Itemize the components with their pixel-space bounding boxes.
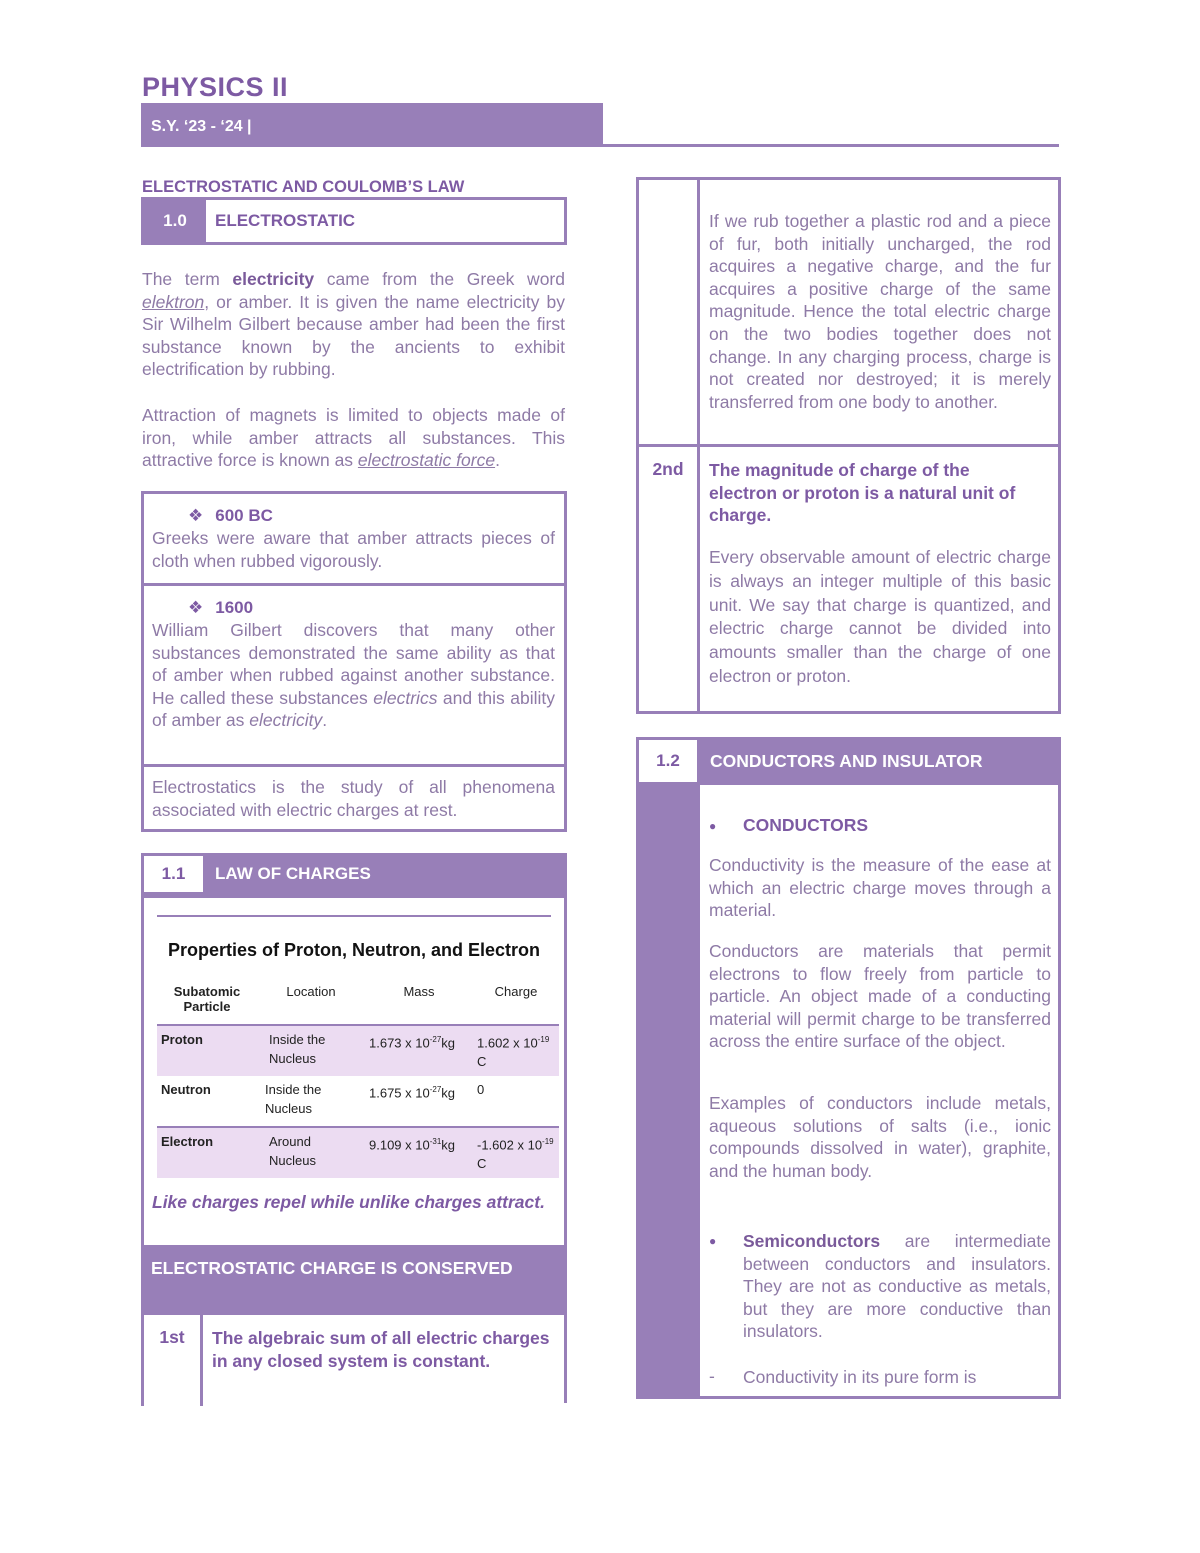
charge-exponent: -19 xyxy=(537,1035,550,1044)
particle-cell: Electron xyxy=(157,1127,257,1178)
bullet-icon: ● xyxy=(709,819,717,833)
column-header: Charge xyxy=(494,984,538,999)
year-label: 600 BC xyxy=(215,506,273,525)
conductors-box xyxy=(636,737,1061,1399)
location-cell: Around Nucleus xyxy=(257,1127,365,1178)
bullet-icon: ● xyxy=(709,1234,717,1248)
semiconductors-text xyxy=(743,1230,1051,1343)
table-title: Properties of Proton, Neutron, and Electron xyxy=(167,940,541,960)
charge-cell xyxy=(473,1076,559,1127)
charge-cell xyxy=(473,1025,559,1076)
section-label: LAW OF CHARGES xyxy=(203,853,567,895)
section-number: 1.0 xyxy=(144,200,206,242)
timeline-year xyxy=(152,597,555,619)
second-law-title: The magnitude of charge of the electron or proton is a natural unit of charge. xyxy=(709,460,1016,526)
timeline-entry-1600 xyxy=(144,586,564,767)
chapter-title: ELECTROSTATIC AND COULOMB’S LAW xyxy=(142,178,465,196)
mass-cell xyxy=(365,1127,473,1178)
charge-unit: C xyxy=(477,1054,487,1070)
mass-exponent: -27 xyxy=(429,1085,442,1094)
charge-exponent: -19 xyxy=(542,1137,554,1146)
timeline-year xyxy=(152,505,555,527)
law-text: The algebraic sum of all electric charges in any closed system is constant. xyxy=(212,1328,550,1371)
text-run: William Gilbert discovers that many other substances demonstrated the same ability as that of amber when rubbed against another substance. He called these substances xyxy=(152,620,555,708)
row-divider xyxy=(639,444,1058,447)
table-row xyxy=(157,1127,559,1178)
timeline-text xyxy=(152,619,555,732)
mass-cell xyxy=(365,1025,473,1076)
mass-base: 9.109 x 10 xyxy=(369,1137,430,1153)
particle-cell: Neutron xyxy=(161,1082,211,1097)
text-run: . xyxy=(322,710,328,731)
text-run: and this ability of amber as xyxy=(152,687,555,731)
charge-base: -1.602 x 10 xyxy=(477,1137,543,1153)
mass-exponent: -31 xyxy=(429,1137,442,1146)
column-header: Mass xyxy=(403,984,435,999)
text-run: , or amber. It is given the name electricity by Sir Wilhelm Gilbert because amber had been the first substance known by the ancients to exhibit electrification by rubbing. xyxy=(142,291,565,380)
particle-cell: Proton xyxy=(157,1025,257,1076)
timeline-box xyxy=(141,491,567,832)
charge-base: 1.602 x 10 xyxy=(477,1035,538,1051)
section-1-2-header xyxy=(639,740,1058,785)
year-label: 1600 xyxy=(215,598,254,617)
section-number: 1.1 xyxy=(141,853,203,895)
timeline-entry-600bc xyxy=(144,494,564,586)
charge-base: 0 xyxy=(477,1082,485,1097)
term-elektron: elektron xyxy=(142,291,205,312)
law-number: 1st xyxy=(141,1315,203,1406)
diamond-bullet-icon: ❖ xyxy=(188,598,204,617)
mass-base: 1.675 x 10 xyxy=(369,1085,430,1101)
section-1-0-header xyxy=(141,197,567,245)
section-label: ELECTROSTATIC xyxy=(215,211,356,230)
text-run: Attraction of magnets is limited to objects made of iron, while amber attracts all substances. This attractive force is known as xyxy=(142,405,565,471)
text-run: came from the Greek word xyxy=(314,269,565,289)
electricity-paragraph xyxy=(142,268,565,381)
table-row xyxy=(157,1076,559,1127)
dash-text: Conductivity in its pure form is xyxy=(743,1367,977,1387)
heading-text: ELECTROSTATIC CHARGE IS CONSERVED xyxy=(151,1258,513,1278)
mass-cell xyxy=(365,1076,473,1127)
diamond-bullet-icon: ❖ xyxy=(188,506,204,525)
header-rule xyxy=(603,144,1059,147)
term-semiconductors: Semiconductors xyxy=(743,1231,881,1251)
magnet-paragraph xyxy=(142,404,565,472)
dash-marker: - xyxy=(709,1366,715,1386)
conductors-paragraph: Conductors are materials that permit electrons to flow freely from particle to particle. An object made of a conducting material will permit charge to be transferred across the entire surface of the object. xyxy=(709,941,1051,1052)
law-continuation-table xyxy=(636,177,1061,714)
conductors-heading xyxy=(709,815,906,836)
table-row xyxy=(157,1025,559,1076)
charge-unit: C xyxy=(477,1156,487,1172)
school-year: S.Y. ‘23 - ‘24 | xyxy=(151,118,252,135)
dash-item xyxy=(709,1366,1051,1389)
section-1-1-header xyxy=(141,853,567,898)
text-run: are intermediate between conductors and insulators. They are not as conductive as metals, but they are more conductive than insulators. xyxy=(743,1231,1051,1342)
term-electricity: electricity xyxy=(249,710,323,731)
mass-unit: kg xyxy=(441,1035,456,1051)
school-year-bar xyxy=(141,103,603,147)
timeline-text: Greeks were aware that amber attracts pieces of cloth when rubbed vigorously. xyxy=(152,528,555,571)
heading-text: CONDUCTORS xyxy=(743,815,869,835)
location-cell: Inside the Nucleus xyxy=(265,1082,322,1116)
law-of-charges-box xyxy=(141,853,567,1403)
section-number: 1.2 xyxy=(639,740,697,782)
definition-text: Electrostatics is the study of all phenomena associated with electric charges at rest. xyxy=(152,777,555,820)
section-label: CONDUCTORS AND INSULATOR xyxy=(697,740,1058,782)
page-title: PHYSICS II xyxy=(142,72,289,102)
left-band xyxy=(639,785,700,1396)
text-run: . xyxy=(495,450,500,471)
law-number: 2nd xyxy=(652,459,684,479)
mass-unit: kg xyxy=(441,1137,456,1153)
column-header: Subatomic Particle xyxy=(173,984,241,1014)
semiconductors-item xyxy=(709,1230,1051,1343)
law-of-charges-statement: Like charges repel while unlike charges attract. xyxy=(152,1192,545,1212)
location-cell: Inside the Nucleus xyxy=(257,1025,365,1076)
first-law-explanation: If we rub together a plastic rod and a piece of fur, both initially uncharged, the rod acquires a negative charge, and the fur acquires a positive charge of the same magnitude. Hence the total electric charge on the two bodies together does not change. In any charging process, charge is not created nor destroyed; it is merely transferred from one body to another. xyxy=(709,211,1051,412)
table-header-row xyxy=(157,984,559,1025)
second-law-explanation: Every observable amount of electric charge is always an integer multiple of this basic unit. We say that charge is quantized, and electric charge cannot be divided into amounts smaller than the charge of one electron or proton. xyxy=(709,547,1051,686)
conductivity-paragraph: Conductivity is the measure of the ease at which an electric charge moves through a material. xyxy=(709,855,1051,921)
term-electrics: electrics xyxy=(373,687,438,708)
properties-table xyxy=(157,984,559,1178)
charge-cell xyxy=(473,1127,559,1178)
term-electrostatic-force: electrostatic force xyxy=(357,450,496,471)
conserved-heading xyxy=(141,1245,567,1315)
table-top-rule xyxy=(157,915,551,917)
mass-exponent: -27 xyxy=(429,1035,442,1044)
text-run: The term xyxy=(142,269,233,289)
mass-unit: kg xyxy=(441,1085,456,1101)
term-electricity: electricity xyxy=(232,269,315,289)
column-header: Location xyxy=(286,984,336,999)
electrostatics-definition xyxy=(144,767,564,829)
examples-paragraph: Examples of conductors include metals, aqueous solutions of salts (i.e., ionic compounds dissolved in water), graphite, and the human body. xyxy=(709,1093,1051,1181)
first-law-row xyxy=(141,1312,567,1406)
mass-base: 1.673 x 10 xyxy=(369,1035,430,1051)
